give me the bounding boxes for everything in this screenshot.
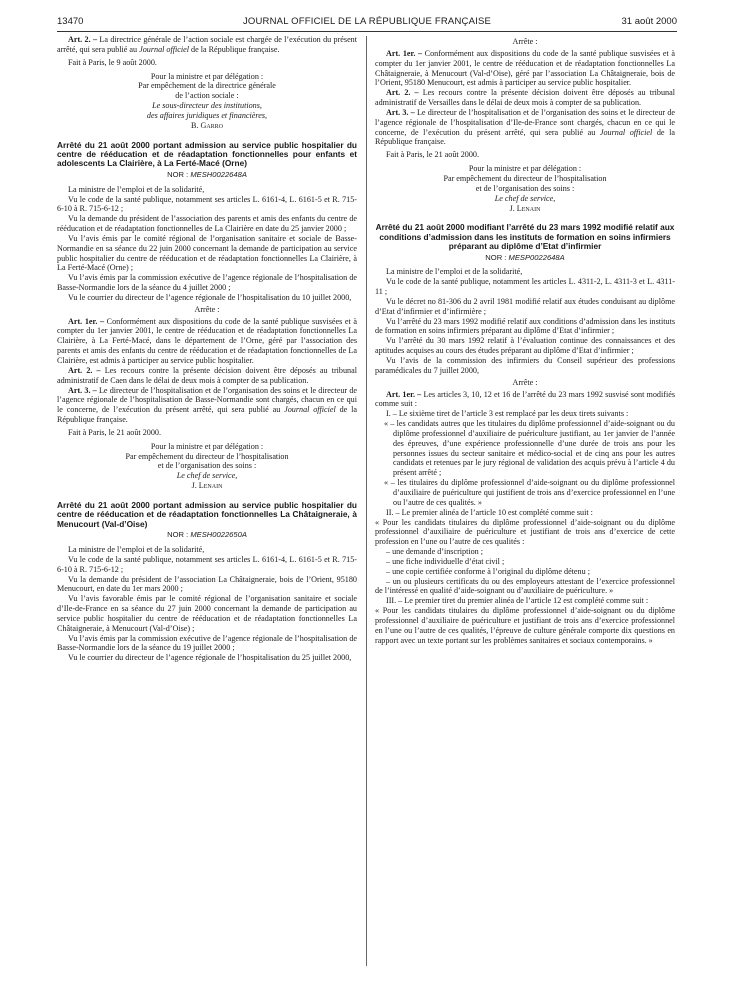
- dash-item: – une fiche individuelle d’état civil ;: [386, 556, 505, 566]
- page-header: [57, 16, 677, 30]
- article-paragraph: Art. 1er. – Conformément aux dispositions du code de la santé publique susvisées et à compter du 1er janvier 2001, le centre de rééducation et de réadaptation fonctionnelles La Clairière, à La Ferté-Macé, dans le département de l’Orne, géré par l’association des parents et amis des enfants du centre de rééducation et de réadaptation fonctionnelles de La Clairière, est admis à participer au service public hospitalier.: [57, 316, 357, 365]
- paragraph: Vu la demande du président de l’association La Châtaigneraie, bois de l’Orient, 95180 Menucourt, en date du 1er mars 2000 ;: [57, 574, 357, 594]
- signatory-name: J. Lenain: [509, 203, 541, 213]
- issue-date: 31 août 2000: [621, 16, 677, 27]
- article-paragraph: Art. 2. – Les recours contre la présente décision doivent être déposés au tribunal administratif de Versailles dans le délai de deux mois à compter de sa publication.: [375, 88, 675, 108]
- column-divider: [366, 36, 367, 966]
- arrete-heading: Arrête :: [512, 37, 538, 46]
- quoted-paragraph: « Pour les candidats titulaires du diplôme professionnel d’aide-soignant ou du diplôme professionnel d’auxiliaire de puériculture et justifiant de trois ans d’exercice professionnel en l’une ou l’autre de ces qualités, l’épreuve de culture générale comporte dix questions en rapport avec un texte portant sur les problèmes sanitaires et sociaux contemporains. »: [375, 606, 675, 645]
- paragraph: La ministre de l’emploi et de la solidarité,: [386, 267, 523, 277]
- page-number: 13470: [57, 16, 84, 27]
- paragraph: II. – Le premier alinéa de l’article 10 est complété comme suit :: [386, 507, 593, 517]
- dash-item: – un ou plusieurs certificats du ou des employeurs attestant de l’exercice professionnel de l’intéressé en qualité d’aide-soignant ou d’auxiliaire de puériculture. »: [375, 576, 675, 596]
- article-paragraph: Art. 1er. – Conformément aux dispositions du code de la santé publique susvisées et à compter du 1er janvier 2001, le centre de rééducation et de réadaptation fonctionnelles La Châtaigneraie, à Menucourt (Val-d’Oise), géré par l’association La Châtaigneraie, bois de l’Orient, 95180 Menucourt, est admis à participer au service public hospitalier.: [375, 48, 675, 88]
- paragraph: I. – Le sixième tiret de l’article 3 est remplacé par les deux tirets suivants :: [386, 409, 629, 419]
- paragraph: Vu le code de la santé publique, notamment les articles L. 4311-2, L. 4311-3 et L. 4311-11 ;: [375, 277, 675, 297]
- paragraph: Vu le décret no 81-306 du 2 avril 1981 modifié relatif aux études conduisant au diplôme d’Etat d’infirmier et d’infirmière ;: [375, 296, 675, 316]
- article-paragraph: Art. 2. – Les recours contre la présente décision doivent être déposés au tribunal administratif de Caen dans le délai de deux mois à compter de sa publication.: [57, 365, 357, 385]
- nor-reference: NOR : MESP0022648A: [485, 252, 565, 262]
- paragraph: Vu l’avis favorable émis par le comité régional de l’organisation sanitaire et sociale d’Ile-de-France en sa séance du 27 juin 2000 concernant la demande de participation au service public hospitalier du centre de rééducation et de réadaptation fonctionnelles La Châtaigneraie, à Menucourt (Val-d’Oise) ;: [57, 594, 357, 633]
- place-date: Fait à Paris, le 21 août 2000.: [68, 427, 161, 437]
- paragraph: Vu le courrier du directeur de l’agence régionale de l’hospitalisation du 25 juillet 2000,: [68, 653, 352, 663]
- article-paragraph: Art. 1er. – Les articles 3, 10, 12 et 16 de l’arrêté du 23 mars 1992 susvisé sont modifiés comme suit :: [375, 389, 675, 409]
- paragraph: Vu le code de la santé publique, notamment ses articles L. 6161-4, L. 6161-5 et R. 715-6-10 à R. 715-6-12 ;: [57, 194, 357, 214]
- paragraph: Vu l’arrêté du 30 mars 1992 relatif à l’évaluation continue des connaissances et des aptitudes acquises au cours des études préparant au diplôme d’Etat d’infirmier ;: [375, 336, 675, 356]
- place-date: Fait à Paris, le 21 août 2000.: [386, 150, 479, 160]
- dash-item: « – les titulaires du diplôme professionnel d’aide-soignant ou du diplôme professionnel d’auxiliaire de puériculture qui justifient de trois ans d’exercice professionnel en l’une ou l’autre de ces qualités. »: [384, 478, 675, 507]
- paragraph: III. – Le premier tiret du premier alinéa de l’article 12 est complété comme suit :: [386, 596, 649, 606]
- paragraph: Vu l’avis émis par le comité régional de l’organisation sanitaire et sociale de Basse-Normandie en sa séance du 22 juin 2000 concernant la demande de participation au service public hospitalier du centre de rééducation et de réadaptation fonctionnelles La Clairière, à La Ferté-Macé (Orne) ;: [57, 233, 357, 273]
- decree-title: Arrêté du 21 août 2000 portant admission au service public hospitalier du centre de rééducation et de réadaptation fonctionnelles pour enfants et adolescents La Clairière, à La Ferté-Macé (Orne): [57, 139, 357, 169]
- dash-item: – une copie certifiée conforme à l’original du diplôme détenu ;: [386, 566, 590, 576]
- paragraph: La ministre de l’emploi et de la solidarité,: [68, 184, 205, 194]
- dash-item: « – les candidats autres que les titulaires du diplôme professionnel d’aide-soignant ou du diplôme professionnel d’auxiliaire de puériculture justifiant, au 1er janvier de l’année des épreuves, d’une expérience professionnelle d’une durée de trois ans pour les personnes issues du secteur sanitaire et médico-social et de cinq ans pour les autres candidats et retenues par le jury régional de validation des acquis prévu à l’article 4 du présent arrêté ;: [384, 419, 675, 478]
- right-column: [375, 35, 675, 645]
- article-paragraph: Art. 3. – Le directeur de l’hospitalisation et de l’organisation des soins et le directeur de l’agence régionale de l’hospitalisation de Basse-Normandie sont chargés, chacun en ce qui le concerne, de l’exécution du présent arrêté, qui sera publié au Journal officiel de la République française.: [57, 385, 357, 425]
- place-date: Fait à Paris, le 9 août 2000.: [68, 57, 157, 67]
- nor-reference: NOR : MESH0022650A: [167, 530, 247, 540]
- decree-title: Arrêté du 21 août 2000 modifiant l’arrêté du 23 mars 1992 modifié relatif aux conditions d’admission dans les instituts de formation en soins infirmiers préparant au diplôme d’Etat d’infirmier: [375, 222, 675, 252]
- journal-title: JOURNAL OFFICIEL DE LA RÉPUBLIQUE FRANÇAISE: [242, 16, 492, 27]
- paragraph: La ministre de l’emploi et de la solidarité,: [68, 545, 205, 555]
- left-column: [57, 35, 357, 663]
- paragraph: Vu la demande du président de l’association des parents et amis des enfants du centre de rééducation et de réadaptation fonctionnelles de La Clairière en date du 25 janvier 2000 ;: [57, 214, 357, 234]
- signature-block: Pour la ministre et par délégation : Par empêchement du directeur de l’hospitalisation et de l’organisation des soins : Le chef de service, J. Lenain: [57, 442, 357, 491]
- nor-reference: NOR : MESH0022648A: [167, 169, 247, 179]
- arrete-heading: Arrête :: [512, 377, 538, 387]
- paragraph: Vu l’avis émis par la commission exécutive de l’agence régionale de l’hospitalisation de Basse-Normandie lors de la séance du 19 juillet 2000 ;: [57, 633, 357, 653]
- paragraph: Vu le courrier du directeur de l’agence régionale de l’hospitalisation du 10 juillet 2000,: [68, 292, 352, 302]
- article-paragraph: Art. 3. – Le directeur de l’hospitalisation et de l’organisation des soins et le directeur de l’agence régionale de l’hospitalisation d’Ile-de-France sont chargés, chacun en ce qui le concerne, de l’exécution du présent arrêté, qui sera publié au Journal officiel de la République française.: [375, 107, 675, 147]
- arrete-heading: Arrête :: [194, 304, 220, 314]
- paragraph: Vu le code de la santé publique, notamment ses articles L. 6161-4, L. 6161-5 et R. 715-6-10 à R. 715-6-12 ;: [57, 554, 357, 574]
- signatory-name: J. Lenain: [191, 481, 223, 491]
- paragraph: Vu l’avis de la commission des infirmiers du Conseil supérieur des professions paramédicales du 7 juillet 2000,: [375, 356, 675, 375]
- signature-block: Pour la ministre et par délégation : Par empêchement du directeur de l’hospitalisation et de l’organisation des soins : Le chef de service, J. Lenain: [375, 164, 675, 213]
- signature-block: Pour la ministre et par délégation : Par empêchement de la directrice générale de l’action sociale : Le sous-directeur des institutions, des affaires juridiques et financières, B. Garro: [57, 72, 357, 131]
- quoted-paragraph: « Pour les candidats titulaires du diplôme professionnel d’aide-soignant ou du diplôme professionnel d’auxiliaire de puériculture et justifiant de trois ans d’exercice de cette profession en l’une ou l’autre de ces qualités :: [375, 517, 675, 547]
- header-rule: [57, 31, 677, 32]
- signatory-name: B. Garro: [190, 120, 224, 130]
- article-paragraph: Art. 2. – La directrice générale de l’action sociale est chargée de l’exécution du présent arrêté, qui sera publié au Journal officiel de la République française.: [57, 35, 358, 54]
- paragraph: Vu l’arrêté du 23 mars 1992 modifié relatif aux conditions d’admission dans les instituts de formation en soins infirmiers préparant au diplôme d’Etat d’infirmier ;: [375, 316, 675, 336]
- decree-title: Arrêté du 21 août 2000 portant admission au service public hospitalier du centre de rééducation et de réadaptation fonctionnelles La Châtaigneraie, à Menucourt (Val-d’Oise): [57, 499, 357, 529]
- paragraph: Vu l’avis émis par la commission exécutive de l’agence régionale de l’hospitalisation de Basse-Normandie lors de la séance du 4 juillet 2000 ;: [57, 273, 357, 293]
- dash-item: – une demande d’inscription ;: [386, 547, 484, 557]
